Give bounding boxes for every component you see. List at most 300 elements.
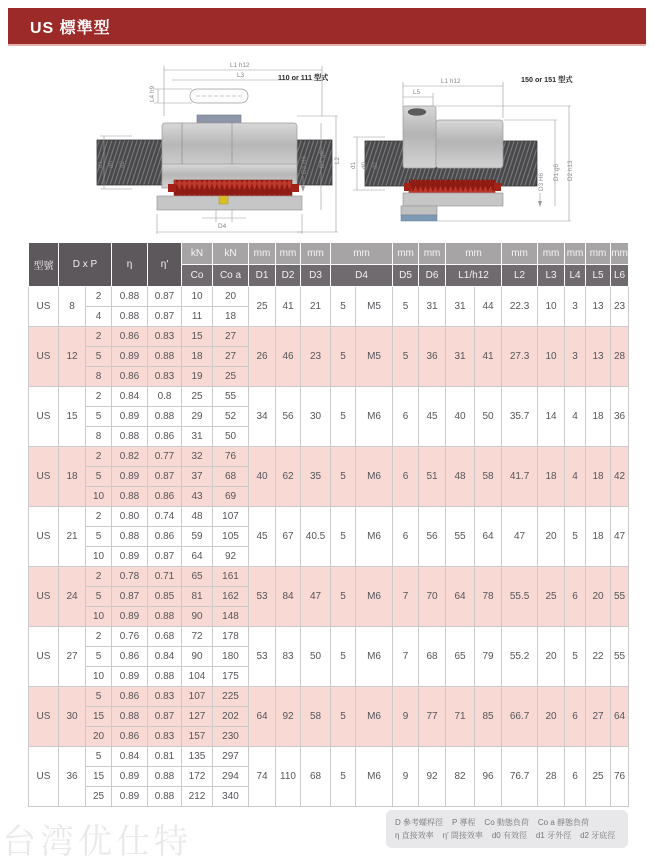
shared-dim-cell: 64 [475,507,502,567]
co-cell: 104 [182,667,213,687]
shared-dim-cell: 76 [611,747,629,807]
co-cell: 135 [182,747,213,767]
shared-dim-cell: 5 [331,567,356,627]
shared-dim-cell: 44 [475,287,502,327]
shared-dim-cell: 76.7 [502,747,538,807]
co-cell: 64 [182,547,213,567]
co-cell: 43 [182,487,213,507]
dim-label-d2-small: d2 [372,161,379,169]
pitch-cell: 5 [86,467,112,487]
header-unit-mm: mm [565,243,586,265]
model-cell: US [29,627,59,687]
legend-item: d0 有效徑 [491,831,527,840]
model-cell: US [29,387,59,447]
legend-item: P 導程 [452,818,476,827]
eta-prime-cell: 0.88 [148,787,182,807]
eta-prime-cell: 0.85 [148,587,182,607]
shared-dim-cell: 64 [446,567,475,627]
dim-label-l5: L5 [413,89,421,96]
pitch-cell: 5 [86,347,112,367]
header-unit-mm: mm [502,243,538,265]
co-cell: 59 [182,527,213,547]
header-d6: D6 [419,265,446,287]
coa-cell: 107 [213,507,249,527]
shared-dim-cell: 66.7 [502,687,538,747]
shared-dim-cell: 3 [565,287,586,327]
shared-dim-cell: 55 [611,627,629,687]
coa-cell: 27 [213,327,249,347]
model-cell: US [29,287,59,327]
shared-dim-cell: 5 [565,627,586,687]
shared-dim-cell: 5 [331,387,356,447]
model-cell: US [29,567,59,627]
shared-dim-cell: M5 [356,287,393,327]
model-cell: US [29,507,59,567]
eta-cell: 0.86 [112,367,148,387]
shared-dim-cell: M6 [356,627,393,687]
pitch-cell: 15 [86,707,112,727]
diameter-cell: 30 [59,687,86,747]
shared-dim-cell: 25 [538,567,565,627]
shared-dim-cell: 35.7 [502,387,538,447]
shared-dim-cell: 65 [446,627,475,687]
diameter-cell: 12 [59,327,86,387]
shared-dim-cell: 68 [301,747,331,807]
diameter-cell: 36 [59,747,86,807]
eta-cell: 0.88 [112,527,148,547]
co-cell: 90 [182,647,213,667]
header-unit-mm: mm [301,243,331,265]
shared-dim-cell: 47 [502,507,538,567]
legend-item: Co 動態負荷 [484,818,529,827]
counterbore-hole [408,109,426,116]
shared-dim-cell: 23 [611,287,629,327]
title-bar [8,8,646,46]
diameter-cell: 8 [59,287,86,327]
spec-row [29,747,629,767]
shared-dim-cell: 6 [393,507,419,567]
header-unit-mm: mm [249,243,276,265]
header-l4: L4 [565,265,586,287]
header-d2: D2 [276,265,301,287]
header-unit-mm: mm [586,243,611,265]
shared-dim-cell: 28 [538,747,565,807]
pitch-cell: 2 [86,287,112,307]
shared-dim-cell: 18 [586,447,611,507]
coa-cell: 76 [213,447,249,467]
legend-item: d2 牙底徑 [580,831,616,840]
spec-row [29,447,629,467]
shared-dim-cell: 9 [393,687,419,747]
eta-prime-cell: 0.8 [148,387,182,407]
co-cell: 48 [182,507,213,527]
shared-dim-cell: 23 [301,327,331,387]
spec-row [29,287,629,307]
spec-row [29,687,629,707]
type-label-150-151: 150 or 151 型式 [521,75,573,84]
eta-prime-cell: 0.87 [148,467,182,487]
shared-dim-cell: 10 [538,287,565,327]
co-cell: 90 [182,607,213,627]
spec-table [28,242,629,807]
shared-dim-cell: 53 [249,627,276,687]
dim-label-l1: L1 h12 [230,62,250,69]
shared-dim-cell: 96 [475,747,502,807]
pitch-cell: 2 [86,447,112,467]
eta-prime-cell: 0.77 [148,447,182,467]
co-cell: 157 [182,727,213,747]
shared-dim-cell: 18 [586,507,611,567]
dim-label-L2: L2 [334,156,341,164]
header-d5: D5 [393,265,419,287]
co-cell: 18 [182,347,213,367]
eta-prime-cell: 0.86 [148,427,182,447]
legend-item: D 參考螺桿徑 [395,818,443,827]
diameter-cell: 15 [59,387,86,447]
shared-dim-cell: 55 [446,507,475,567]
pitch-cell: 5 [86,587,112,607]
shared-dim-cell: 6 [565,687,586,747]
shared-dim-cell: 5 [331,287,356,327]
shared-dim-cell: 4 [565,387,586,447]
eta-cell: 0.89 [112,607,148,627]
legend-item: Co a 靜態負荷 [537,818,589,827]
red-thread-insert [174,180,292,196]
header-l2: L2 [502,265,538,287]
shared-dim-cell: 48 [446,447,475,507]
coa-cell: 92 [213,547,249,567]
spec-table-body [29,287,629,807]
shared-dim-cell: 18 [538,447,565,507]
pitch-cell: 2 [86,507,112,527]
shared-dim-cell: 55 [611,567,629,627]
diameter-cell: 27 [59,627,86,687]
dim-label-d3: D3 H6 [301,155,308,174]
dim-label-d1-small: d1 [350,161,357,169]
shared-dim-cell: M6 [356,507,393,567]
shared-dim-cell: 53 [249,567,276,627]
shared-dim-cell: 83 [276,627,301,687]
pitch-cell: 8 [86,367,112,387]
shared-dim-cell: 5 [331,327,356,387]
coa-cell: 52 [213,407,249,427]
pitch-cell: 5 [86,687,112,707]
shared-dim-cell: 55.5 [502,567,538,627]
eta-prime-cell: 0.81 [148,747,182,767]
shared-dim-cell: 31 [419,287,446,327]
coa-cell: 68 [213,467,249,487]
shared-dim-cell: 79 [475,627,502,687]
header-l3: L3 [538,265,565,287]
coa-cell: 294 [213,767,249,787]
shared-dim-cell: 6 [565,567,586,627]
header-eta-prime: η′ [148,243,182,287]
shared-dim-cell: 56 [276,387,301,447]
shared-dim-cell: 40.5 [301,507,331,567]
header-d4: D4 [331,265,393,287]
coa-cell: 55 [213,387,249,407]
page-title: US 標準型 [30,19,111,37]
eta-cell: 0.78 [112,567,148,587]
shared-dim-cell: 5 [393,287,419,327]
pitch-cell: 10 [86,547,112,567]
spec-row [29,507,629,527]
co-cell: 107 [182,687,213,707]
dim-label-d2-small: d2 [119,160,126,168]
header-d3: D3 [301,265,331,287]
pitch-cell: 2 [86,627,112,647]
eta-prime-cell: 0.87 [148,287,182,307]
coa-cell: 202 [213,707,249,727]
legend-line-1 [395,816,619,829]
header-eta: η [112,243,148,287]
dim-label-l3: L3 [237,72,245,79]
eta-cell: 0.89 [112,407,148,427]
shared-dim-cell: 58 [475,447,502,507]
eta-prime-cell: 0.88 [148,667,182,687]
header-model: 型號 [29,243,59,287]
type-label-110-111: 110 or 111 型式 [278,73,329,82]
shared-dim-cell: 64 [249,687,276,747]
shared-dim-cell: 77 [419,687,446,747]
shared-dim-cell: 46 [276,327,301,387]
coa-cell: 25 [213,367,249,387]
shared-dim-cell: 5 [331,687,356,747]
header-coa: Co a [213,265,249,287]
shared-dim-cell: 36 [419,327,446,387]
header-unit-mm: mm [538,243,565,265]
eta-cell: 0.76 [112,627,148,647]
shared-dim-cell: 5 [331,627,356,687]
shared-dim-cell: 74 [249,747,276,807]
eta-prime-cell: 0.87 [148,547,182,567]
eta-cell: 0.89 [112,467,148,487]
eta-cell: 0.84 [112,747,148,767]
shared-dim-cell: 67 [276,507,301,567]
diameter-cell: 21 [59,507,86,567]
dim-label-d0-small: d0 [361,161,368,169]
shared-dim-cell: 50 [301,627,331,687]
eta-prime-cell: 0.84 [148,647,182,667]
shared-dim-cell: 85 [475,687,502,747]
eta-prime-cell: 0.88 [148,767,182,787]
spec-row [29,627,629,647]
shared-dim-cell: 18 [586,387,611,447]
spec-row [29,387,629,407]
coa-cell: 175 [213,667,249,687]
shared-dim-cell: 41.7 [502,447,538,507]
shared-dim-cell: 25 [249,287,276,327]
shared-dim-cell: 9 [393,747,419,807]
pitch-cell: 25 [86,787,112,807]
shared-dim-cell: 64 [611,687,629,747]
model-cell: US [29,327,59,387]
co-cell: 31 [182,427,213,447]
coa-cell: 105 [213,527,249,547]
shared-dim-cell: 10 [538,327,565,387]
coa-cell: 180 [213,647,249,667]
eta-prime-cell: 0.68 [148,627,182,647]
eta-prime-cell: 0.83 [148,327,182,347]
shared-dim-cell: 34 [249,387,276,447]
shared-dim-cell: 5 [331,507,356,567]
spec-row [29,567,629,587]
eta-prime-cell: 0.74 [148,507,182,527]
dim-label-d4: D4 [218,223,227,230]
co-cell: 65 [182,567,213,587]
dim-label-D1: D1 g6 [319,150,326,168]
pitch-cell: 20 [86,727,112,747]
shared-dim-cell: 5 [565,507,586,567]
coa-cell: 225 [213,687,249,707]
eta-prime-cell: 0.88 [148,607,182,627]
pitch-cell: 2 [86,327,112,347]
eta-prime-cell: 0.86 [148,527,182,547]
shared-dim-cell: 22.3 [502,287,538,327]
shared-dim-cell: 51 [419,447,446,507]
pitch-cell: 5 [86,407,112,427]
coa-cell: 20 [213,287,249,307]
header-dxp: D x P [59,243,112,287]
legend-box [386,810,628,848]
shared-dim-cell: M6 [356,387,393,447]
coa-cell: 340 [213,787,249,807]
dim-label-D2: D2 h13 [567,160,574,181]
legend-item: η′ 間接效率 [442,831,483,840]
shared-dim-cell: 20 [538,627,565,687]
co-cell: 127 [182,707,213,727]
shared-dim-cell: 26 [249,327,276,387]
pitch-cell: 5 [86,527,112,547]
shared-dim-cell: M5 [356,327,393,387]
shared-dim-cell: M6 [356,567,393,627]
header-unit-kn: kN [213,243,249,265]
shared-dim-cell: 7 [393,567,419,627]
shared-dim-cell: 45 [419,387,446,447]
co-cell: 15 [182,327,213,347]
header-unit-mm: mm [276,243,301,265]
shared-dim-cell: 6 [565,747,586,807]
diagram-110-111 [92,56,345,236]
pitch-cell: 2 [86,567,112,587]
eta-prime-cell: 0.83 [148,727,182,747]
shared-dim-cell: 45 [249,507,276,567]
shared-dim-cell: 3 [565,327,586,387]
header-row-units [29,243,629,265]
eta-prime-cell: 0.88 [148,347,182,367]
diameter-cell: 24 [59,567,86,627]
coa-cell: 230 [213,727,249,747]
shared-dim-cell: 30 [301,387,331,447]
co-cell: 37 [182,467,213,487]
legend-item: d1 牙外徑 [535,831,572,840]
eta-cell: 0.80 [112,507,148,527]
shared-dim-cell: 27.3 [502,327,538,387]
eta-prime-cell: 0.71 [148,567,182,587]
coa-cell: 50 [213,427,249,447]
co-cell: 212 [182,787,213,807]
model-cell: US [29,447,59,507]
dim-label-d1-small: d1 [97,160,104,168]
header-unit-mm: mm [393,243,419,265]
dim-label-l4: L4 h9 [149,86,156,102]
co-cell: 172 [182,767,213,787]
shared-dim-cell: 42 [611,447,629,507]
shared-dim-cell: 31 [446,327,475,387]
header-d1: D1 [249,265,276,287]
shared-dim-cell: M6 [356,447,393,507]
coa-cell: 162 [213,587,249,607]
eta-cell: 0.84 [112,387,148,407]
shared-dim-cell: 84 [276,567,301,627]
shared-dim-cell: 40 [249,447,276,507]
co-cell: 11 [182,307,213,327]
legend-line-2 [395,829,619,842]
shared-dim-cell: 68 [419,627,446,687]
shared-dim-cell: 40 [446,387,475,447]
eta-prime-cell: 0.83 [148,687,182,707]
shared-dim-cell: 55.2 [502,627,538,687]
eta-cell: 0.86 [112,687,148,707]
shared-dim-cell: 20 [586,567,611,627]
eta-cell: 0.86 [112,727,148,747]
shared-dim-cell: 5 [331,447,356,507]
watermark-text: 台湾优仕特 [2,823,192,861]
coa-cell: 18 [213,307,249,327]
coa-cell: 161 [213,567,249,587]
flange [157,196,302,210]
shared-dim-cell: M6 [356,687,393,747]
eta-cell: 0.88 [112,487,148,507]
eta-cell: 0.88 [112,427,148,447]
key-insert [219,196,228,204]
dim-label-d3: D3 H6 [538,172,545,191]
co-cell: 25 [182,387,213,407]
eta-cell: 0.88 [112,307,148,327]
header-unit-mm: mm [331,243,393,265]
shared-dim-cell: 62 [276,447,301,507]
eta-cell: 0.86 [112,327,148,347]
co-cell: 10 [182,287,213,307]
coa-cell: 148 [213,607,249,627]
pitch-cell: 5 [86,747,112,767]
header-l6: L6 [611,265,629,287]
pitch-cell: 2 [86,387,112,407]
eta-cell: 0.89 [112,767,148,787]
header-unit-mm: mm [611,243,629,265]
dim-label-d0-small: d0 [108,160,115,168]
model-cell: US [29,747,59,807]
co-cell: 32 [182,447,213,467]
shared-dim-cell: 20 [538,507,565,567]
header-l5: L5 [586,265,611,287]
shared-dim-cell: 14 [538,387,565,447]
eta-prime-cell: 0.83 [148,367,182,387]
shared-dim-cell: 13 [586,287,611,327]
shared-dim-cell: 56 [419,507,446,567]
shared-dim-cell: 6 [393,387,419,447]
shared-dim-cell: 28 [611,327,629,387]
diagram-150-151 [343,56,595,236]
shared-dim-cell: 27 [586,687,611,747]
header-co: Co [182,265,213,287]
shared-dim-cell: 5 [331,747,356,807]
header-l1h12: L1/h12 [446,265,502,287]
eta-prime-cell: 0.87 [148,707,182,727]
coa-cell: 297 [213,747,249,767]
shared-dim-cell: 5 [393,327,419,387]
co-cell: 19 [182,367,213,387]
